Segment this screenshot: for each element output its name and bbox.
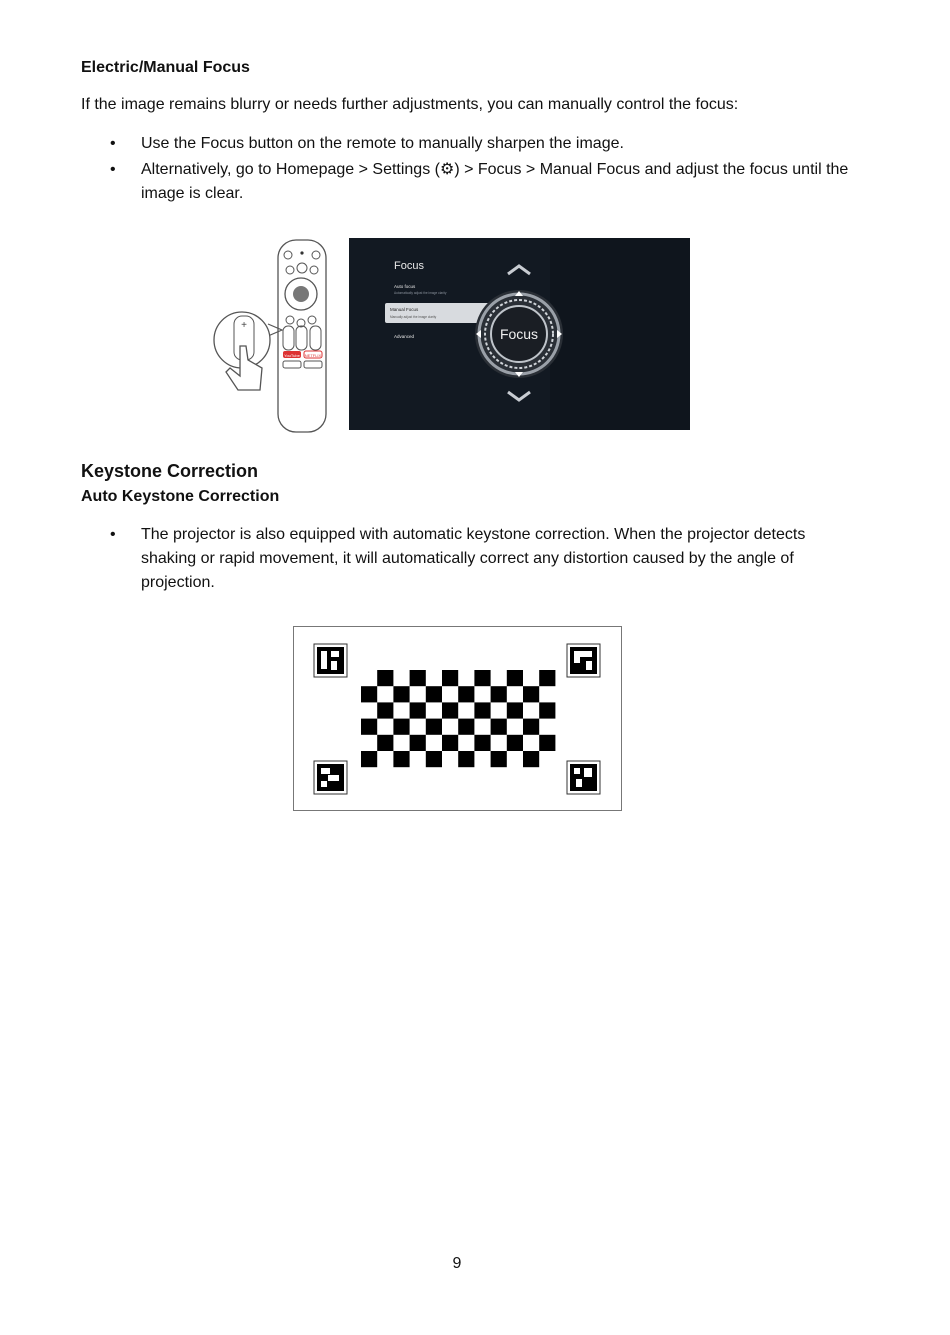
bullet-dot: • bbox=[110, 161, 116, 178]
focus-illustration bbox=[210, 228, 700, 443]
bullet-text: The projector is also equipped with automatic keystone correction. When the projector detects shaking or rapid movement, it will automatically correct any distortion caused by the angle of projection. bbox=[141, 526, 806, 591]
menu-title: Focus bbox=[394, 260, 424, 272]
checker-square bbox=[426, 686, 442, 702]
dial-label: Focus bbox=[499, 326, 539, 342]
checker-square bbox=[539, 702, 555, 718]
checker-square bbox=[426, 719, 442, 735]
checker-square bbox=[377, 702, 393, 718]
checkerboard-pattern bbox=[361, 670, 555, 767]
list-item bbox=[110, 158, 850, 206]
checker-square bbox=[507, 735, 523, 751]
bullet-dot: • bbox=[110, 526, 116, 543]
checker-square bbox=[393, 719, 409, 735]
checker-square bbox=[458, 686, 474, 702]
menu-item-manual-focus-sub: Manually adjust the image clarity bbox=[390, 315, 437, 319]
checker-square bbox=[361, 686, 377, 702]
keystone-test-pattern bbox=[293, 626, 622, 811]
checker-square bbox=[410, 702, 426, 718]
list-item bbox=[110, 132, 850, 156]
checker-square bbox=[442, 735, 458, 751]
intro-paragraph: If the image remains blurry or needs further adjustments, you can manually control the focus: bbox=[81, 96, 739, 113]
keystone-pattern-svg bbox=[294, 627, 620, 809]
checker-square bbox=[410, 735, 426, 751]
menu-item-auto-focus: Auto focus bbox=[394, 284, 416, 289]
marker-top-left-icon bbox=[314, 644, 347, 677]
focus-bullet-list bbox=[110, 132, 850, 208]
marker-top-right-icon bbox=[567, 644, 600, 677]
checker-square bbox=[377, 735, 393, 751]
checker-square bbox=[491, 751, 507, 767]
checker-square bbox=[507, 670, 523, 686]
menu-item-manual-focus: Manual Focus bbox=[390, 307, 419, 312]
section-heading-keystone: Keystone Correction bbox=[81, 461, 259, 481]
checker-square bbox=[491, 719, 507, 735]
netflix-button-label: NETFLIX bbox=[304, 353, 322, 358]
checker-square bbox=[523, 751, 539, 767]
checker-square bbox=[523, 686, 539, 702]
checker-square bbox=[491, 686, 507, 702]
marker-bottom-left-icon bbox=[314, 761, 347, 794]
checker-square bbox=[523, 719, 539, 735]
checker-square bbox=[458, 719, 474, 735]
page-number: 9 bbox=[452, 1255, 462, 1272]
checker-square bbox=[474, 702, 490, 718]
checker-square bbox=[377, 670, 393, 686]
focus-menu-screen bbox=[349, 238, 690, 430]
keystone-bullet-list bbox=[110, 523, 850, 595]
checker-square bbox=[393, 751, 409, 767]
checker-square bbox=[426, 751, 442, 767]
focus-dial-icon bbox=[475, 290, 563, 378]
section-heading-focus: Electric/Manual Focus bbox=[81, 59, 250, 76]
checker-square bbox=[410, 670, 426, 686]
checker-square bbox=[361, 751, 377, 767]
marker-bottom-right-icon bbox=[567, 761, 600, 794]
svg-text:+: + bbox=[241, 320, 247, 331]
checker-square bbox=[539, 670, 555, 686]
checker-square bbox=[393, 686, 409, 702]
checker-square bbox=[474, 735, 490, 751]
subheading-auto-keystone: Auto Keystone Correction bbox=[81, 488, 280, 505]
remote-control-icon bbox=[278, 240, 326, 432]
bullet-dot: • bbox=[110, 135, 116, 152]
focus-illustration-svg bbox=[210, 228, 700, 443]
menu-item-auto-focus-sub: Automatically adjust the image clarity bbox=[394, 291, 447, 295]
checker-square bbox=[474, 670, 490, 686]
checker-square bbox=[507, 702, 523, 718]
bullet-text: Alternatively, go to Homepage > Settings (⚙) > Focus > Manual Focus and adjust the focus until the image is clear. bbox=[141, 161, 849, 202]
checker-square bbox=[361, 719, 377, 735]
youtube-button-label: YouTube bbox=[284, 353, 300, 358]
checker-square bbox=[458, 751, 474, 767]
hand-pointer-icon bbox=[214, 312, 282, 390]
checker-square bbox=[539, 735, 555, 751]
menu-item-advanced: Advanced bbox=[394, 334, 415, 339]
checker-square bbox=[442, 702, 458, 718]
bullet-text: Use the Focus button on the remote to manually sharpen the image. bbox=[141, 135, 624, 152]
list-item bbox=[110, 523, 850, 595]
checker-square bbox=[442, 670, 458, 686]
